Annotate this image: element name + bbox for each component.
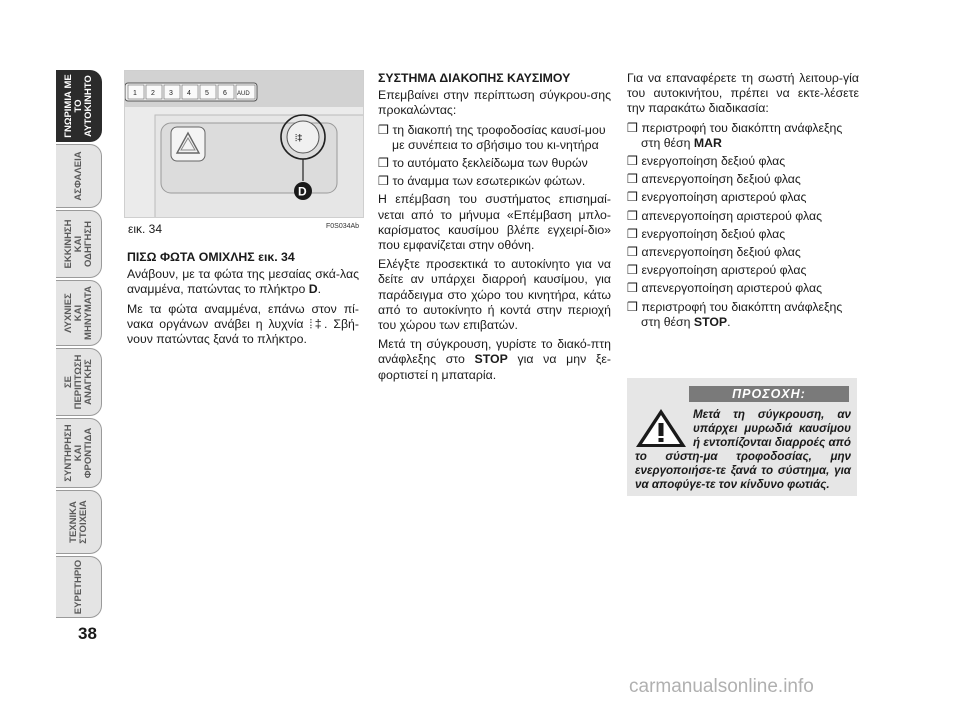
bullet-icon: ❒ <box>627 208 639 223</box>
tab-safety[interactable] <box>56 144 102 208</box>
reset-intro: Για να επαναφέρετε τη σωστή λειτουρ-γία του αυτοκινήτου, πρέπει να εκτε-λέσετε την παρακάτω διαδικασία: <box>627 71 859 116</box>
list-item-text: το άναμμα των εσωτερικών φώτων. <box>392 174 586 189</box>
callout-letter: D <box>298 184 307 199</box>
list-item <box>627 190 859 205</box>
tab-label: ΣΥΝΤΗΡΗΣΗ ΚΑΙ ΦΡΟΝΤΙΔΑ <box>62 424 94 482</box>
rear-fog-paragraph-1 <box>127 267 359 297</box>
list-item <box>378 174 611 189</box>
list-item-text: ενεργοποίηση δεξιού φλας <box>641 226 786 241</box>
tab-index[interactable] <box>56 556 102 618</box>
list-item <box>627 209 859 224</box>
caution-text-block <box>635 408 851 492</box>
dashboard-illustration <box>125 71 364 218</box>
preset-label-6: 6 <box>223 90 227 97</box>
list-item-text: ενεργοποίηση αριστερού φλας <box>641 263 807 278</box>
key-label-stop: STOP <box>474 352 508 367</box>
chapter-sidebar <box>56 70 104 618</box>
caution-box <box>627 378 857 496</box>
rear-fog-heading: ΠΙΣΩ ΦΩΤΑ ΟΜΙΧΛΗΣ εικ. 34 <box>127 250 295 264</box>
list-item <box>627 172 859 187</box>
list-item <box>627 245 859 260</box>
tab-label: ΛΥΧΝΙΕΣ ΚΑΙ ΜΗΝΥΜΑΤΑ <box>62 286 94 340</box>
fuel-cutoff-intro: Επεμβαίνει στην περίπτωση σύγκρου-σης προκαλώντας: <box>378 88 611 118</box>
key-label-stop: STOP <box>693 314 728 329</box>
bullet-icon: ❒ <box>627 154 639 169</box>
list-item-text: το αυτόματο ξεκλείδωμα των θυρών <box>392 156 588 171</box>
text-span: για να μην ξε-φορτιστεί η μπαταρία. <box>378 352 612 382</box>
fuel-cutoff-paragraph-4 <box>378 337 611 383</box>
preset-label-5: 5 <box>205 90 209 97</box>
tab-label: ΕΚΚΙΝΗΣΗ ΚΑΙ ΟΔΗΓΗΣΗ <box>62 219 94 269</box>
text-span: . <box>727 314 731 329</box>
watermark: carmanualsonline.info <box>629 676 814 697</box>
list-item-text: απενεργοποίηση δεξιού φλας <box>641 245 801 260</box>
bullet-icon: ❒ <box>627 245 639 260</box>
reset-procedure-section <box>627 71 859 333</box>
bullet-icon: ❒ <box>627 120 639 135</box>
preset-label-1: 1 <box>133 90 137 97</box>
preset-label-3: 3 <box>169 90 173 97</box>
fuel-cutoff-heading: ΣΥΣΤΗΜΑ ΔΙΑΚΟΠΗΣ ΚΑΥΣΙΜΟΥ <box>378 71 571 85</box>
preset-label-2: 2 <box>151 90 155 97</box>
list-item-text: απενεργοποίηση αριστερού φλας <box>641 208 823 223</box>
figure-code: F0S034Ab <box>326 223 360 230</box>
rear-fog-section <box>127 250 359 351</box>
bullet-icon: ❒ <box>378 122 390 137</box>
tab-label: ΑΣΦΑΛΕΙΑ <box>72 151 84 201</box>
tab-maintenance[interactable] <box>56 418 102 488</box>
rear-fog-paragraph-2: Με τα φώτα αναμμένα, επάνω στον πί-νακα οργάνων ανάβει η λυχνία ⦙‡. Σβή-νουν πατώντας ξανά το πλήκτρο. <box>127 301 359 347</box>
bullet-icon: ❒ <box>627 263 639 278</box>
list-item <box>627 154 859 169</box>
fuel-cutoff-paragraph-3: Ελέγξτε προσεκτικά το αυτοκίνητο για να δείτε αν υπάρχει διαρροή καυσίμου, για παράδειγμα στο χώρο του κινητήρα, κάτω από το αυτοκίνητο ή κοντά στην περιοχή του χώρου των επιβατών. <box>378 257 611 333</box>
list-item-text: τη διακοπή της τροφοδοσίας καυσί-μου με συνέπεια το σβήσιμο του κι-νητήρα <box>392 122 606 152</box>
bullet-icon: ❒ <box>627 172 639 187</box>
tab-starting-driving[interactable] <box>56 210 102 278</box>
list-item <box>627 227 859 242</box>
hazard-button <box>171 127 205 161</box>
aud-label: AUD <box>237 91 250 97</box>
list-item-text: περιστροφή του διακόπτη ανάφλεξης στη θέση <box>641 299 843 329</box>
list-item-text: ενεργοποίηση δεξιού φλας <box>641 154 786 169</box>
bullet-icon: ❒ <box>627 281 639 296</box>
list-item-text: απενεργοποίηση δεξιού φλας <box>641 172 801 187</box>
bullet-icon: ❒ <box>627 226 639 241</box>
warning-triangle-icon <box>635 408 687 448</box>
bullet-icon: ❒ <box>378 174 390 189</box>
tab-emergency[interactable] <box>56 348 102 416</box>
list-item-text: απενεργοποίηση αριστερού φλας <box>641 281 823 296</box>
key-label-d: D <box>308 282 318 297</box>
list-item <box>627 281 859 296</box>
list-item <box>627 121 859 151</box>
tab-technical-data[interactable] <box>56 490 102 554</box>
fuel-cutoff-section <box>378 71 611 387</box>
figure-caption: εικ. 34 <box>128 222 163 236</box>
text-span: . <box>317 282 322 297</box>
tab-label: ΓΝΩΡΙΜΙΑ ΜΕ ΤΟ ΑΥΤΟΚΙΝΗΤΟ <box>62 74 94 138</box>
caution-text: Μετά τη σύγκρουση, αν υπάρχει μυρωδιά καυσίμου ή εντοπίζονται διαρροές από το σύστη-μα τροφοδοσίας, μην ενεργοποιήσε-τε ξανά το σύστημα, για να αποφύγε-τε τον κίνδυνο φωτιάς. <box>635 408 851 491</box>
list-item <box>627 300 859 330</box>
list-item <box>627 263 859 278</box>
list-item-text: ενεργοποίηση αριστερού φλας <box>641 190 807 205</box>
list-item <box>378 156 611 171</box>
list-item-text: περιστροφή του διακόπτη ανάφλεξης στη θέση <box>641 120 843 150</box>
tab-knowing-the-car[interactable] <box>56 70 102 142</box>
page-number: 38 <box>78 624 97 643</box>
tab-label: ΕΥΡΕΤΗΡΙΟ <box>72 559 84 615</box>
bullet-icon: ❒ <box>378 156 390 171</box>
rear-fog-icon: ⦙‡ <box>295 133 303 144</box>
tab-label: ΣΕ ΠΕΡΙΠΤΩΣΗ ΑΝΑΓΚΗΣ <box>62 354 94 410</box>
key-label-mar: MAR <box>693 135 722 150</box>
caution-header: ΠΡΟΣΟΧΗ: <box>689 386 849 402</box>
tab-lights-messages[interactable] <box>56 280 102 346</box>
figure-dashboard-buttons <box>124 70 364 218</box>
fuel-cutoff-paragraph-2: Η επέμβαση του συστήματος επισημαί-νεται από το μήνυμα «Επέμβαση μπλο-καρίσματος καυσίμου βλέπε εγχειρί-διο» που εμφανίζεται στην οθόνη. <box>378 192 611 253</box>
list-item <box>378 123 611 153</box>
text-span: Ανάβουν, με τα φώτα της μεσαίας σκά-λας αναμμένα, πατώντας το πλήκτρο <box>127 267 359 297</box>
bullet-icon: ❒ <box>627 190 639 205</box>
rear-fog-light-button <box>281 115 325 159</box>
text-span: Μετά τη σύγκρουση, γυρίστε το διακό-πτη ανάφλεξης στο <box>378 337 611 367</box>
tab-label: ΤΕΧΝΙΚΑ ΣΤΟΙΧΕΙΑ <box>67 500 89 544</box>
preset-label-4: 4 <box>187 90 191 97</box>
bullet-icon: ❒ <box>627 299 639 314</box>
